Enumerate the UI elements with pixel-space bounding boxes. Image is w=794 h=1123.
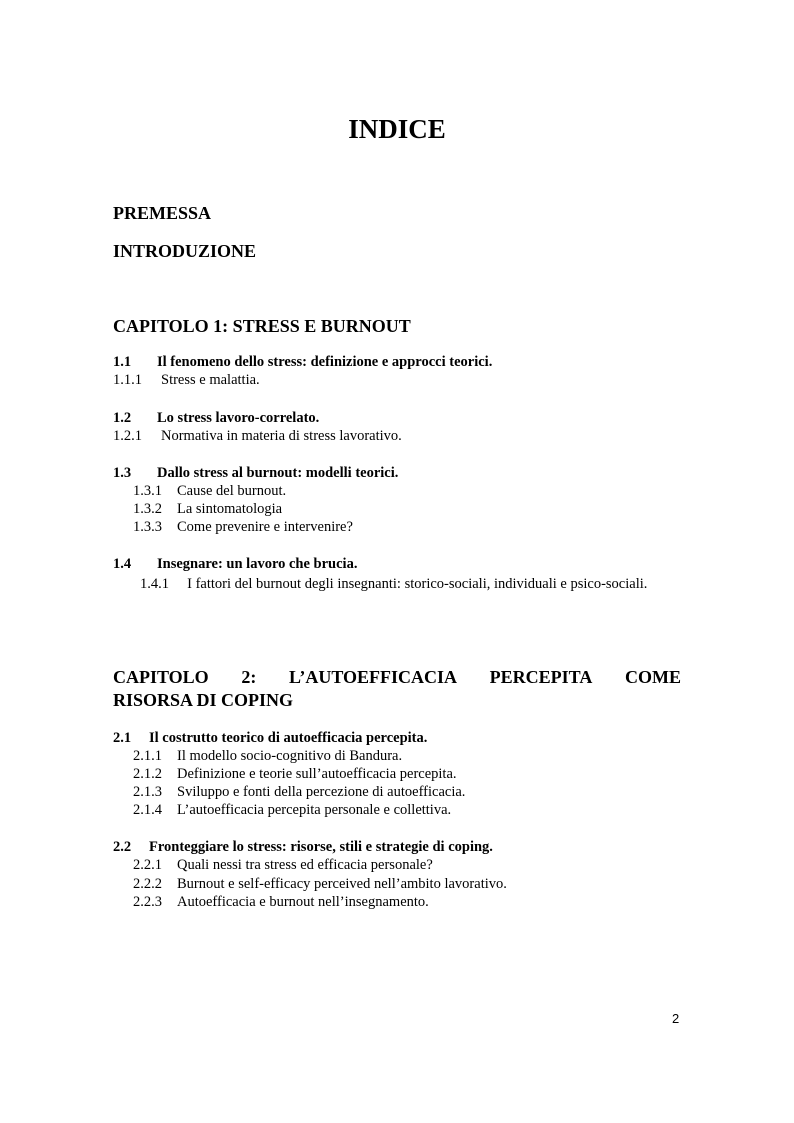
subsection-title: I fattori del burnout degli insegnanti: storico-sociali, individuali e psico-sociali. bbox=[187, 576, 648, 592]
heading-word: PERCEPITA bbox=[489, 667, 593, 687]
subsection-2-1-1[interactable] bbox=[133, 748, 402, 765]
subsection-title: Autoefficacia e burnout nell’insegnamento. bbox=[177, 894, 429, 910]
section-number: 1.1 bbox=[113, 354, 132, 370]
subsection-2-1-4[interactable] bbox=[133, 802, 451, 819]
subsection-1-4-1[interactable] bbox=[113, 575, 681, 594]
subsection-2-2-1[interactable] bbox=[133, 857, 433, 874]
subsection-number: 1.4.1 bbox=[140, 576, 169, 592]
page-title: INDICE bbox=[348, 114, 446, 144]
subsection-2-1-3[interactable] bbox=[133, 784, 465, 801]
subsection-title: Definizione e teorie sull’autoefficacia percepita. bbox=[177, 766, 457, 782]
subsection-number: 2.2.1 bbox=[133, 857, 162, 873]
subsection-title: Burnout e self-efficacy perceived nell’ambito lavorativo. bbox=[177, 876, 507, 892]
subsection-title: Cause del burnout. bbox=[177, 483, 287, 499]
subsection-number: 2.1.1 bbox=[133, 748, 162, 764]
subsection-title: Il modello socio-cognitivo di Bandura. bbox=[177, 748, 403, 764]
section-title: Il fenomeno dello stress: definizione e approcci teorici. bbox=[157, 354, 493, 370]
section-2-2[interactable] bbox=[113, 839, 493, 856]
chapter-2-heading[interactable] bbox=[113, 667, 681, 711]
subsection-2-2-2[interactable] bbox=[133, 876, 507, 893]
chapter-2-heading-line1 bbox=[113, 667, 681, 688]
section-title: Il costrutto teorico di autoefficacia percepita. bbox=[149, 730, 428, 746]
section-title: Lo stress lavoro-correlato. bbox=[157, 410, 320, 426]
subsection-number: 1.2.1 bbox=[113, 428, 142, 444]
section-2-1[interactable] bbox=[113, 730, 427, 747]
section-number: 1.2 bbox=[113, 410, 132, 426]
section-1-4[interactable] bbox=[113, 556, 357, 573]
chapter-1-heading[interactable]: CAPITOLO 1: STRESS E BURNOUT bbox=[113, 316, 411, 336]
subsection-title: La sintomatologia bbox=[177, 501, 283, 517]
subsection-1-3-1[interactable] bbox=[133, 483, 286, 500]
subsection-number: 2.1.3 bbox=[133, 784, 162, 800]
subsection-1-3-3[interactable] bbox=[133, 519, 353, 536]
section-title: Fronteggiare lo stress: risorse, stili e strategie di coping. bbox=[149, 839, 493, 855]
heading-word: 2: bbox=[241, 667, 257, 687]
section-1-2[interactable] bbox=[113, 410, 319, 427]
subsection-number: 2.1.4 bbox=[133, 802, 162, 818]
heading-word: L’AUTOEFFICACIA bbox=[288, 667, 457, 687]
section-1-1[interactable] bbox=[113, 354, 492, 371]
section-number: 2.2 bbox=[113, 839, 132, 855]
subsection-number: 1.1.1 bbox=[113, 372, 142, 388]
toc-premessa[interactable]: PREMESSA bbox=[113, 203, 212, 223]
subsection-title: Stress e malattia. bbox=[161, 372, 260, 388]
chapter-2-heading-line2: RISORSA DI COPING bbox=[113, 690, 294, 710]
subsection-1-2-1[interactable] bbox=[113, 428, 402, 445]
toc-introduzione[interactable]: INTRODUZIONE bbox=[113, 241, 257, 261]
subsection-1-3-2[interactable] bbox=[133, 501, 282, 518]
section-number: 1.4 bbox=[113, 556, 132, 572]
heading-word: COME bbox=[624, 667, 681, 687]
subsection-1-1-1[interactable] bbox=[113, 372, 260, 389]
subsection-number: 1.3.3 bbox=[133, 519, 162, 535]
heading-word: CAPITOLO bbox=[113, 667, 209, 687]
subsection-2-2-3[interactable] bbox=[133, 894, 429, 911]
section-number: 2.1 bbox=[113, 730, 132, 746]
section-number: 1.3 bbox=[113, 465, 132, 481]
subsection-number: 2.2.3 bbox=[133, 894, 162, 910]
subsection-number: 2.2.2 bbox=[133, 876, 162, 892]
subsection-2-1-2[interactable] bbox=[133, 766, 457, 783]
subsection-title: Sviluppo e fonti della percezione di autoefficacia. bbox=[177, 784, 466, 800]
subsection-number: 1.3.2 bbox=[133, 501, 162, 517]
subsection-number: 2.1.2 bbox=[133, 766, 162, 782]
subsection-title: Normativa in materia di stress lavorativo. bbox=[161, 428, 402, 444]
section-title: Dallo stress al burnout: modelli teorici. bbox=[157, 465, 399, 481]
subsection-title: Quali nessi tra stress ed efficacia personale? bbox=[177, 857, 433, 873]
section-title: Insegnare: un lavoro che brucia. bbox=[157, 556, 358, 572]
page-number: 2 bbox=[672, 1011, 680, 1026]
subsection-number: 1.3.1 bbox=[133, 483, 162, 499]
section-1-3[interactable] bbox=[113, 465, 398, 482]
subsection-title: L’autoefficacia percepita personale e collettiva. bbox=[177, 802, 452, 818]
subsection-title: Come prevenire e intervenire? bbox=[177, 519, 353, 535]
